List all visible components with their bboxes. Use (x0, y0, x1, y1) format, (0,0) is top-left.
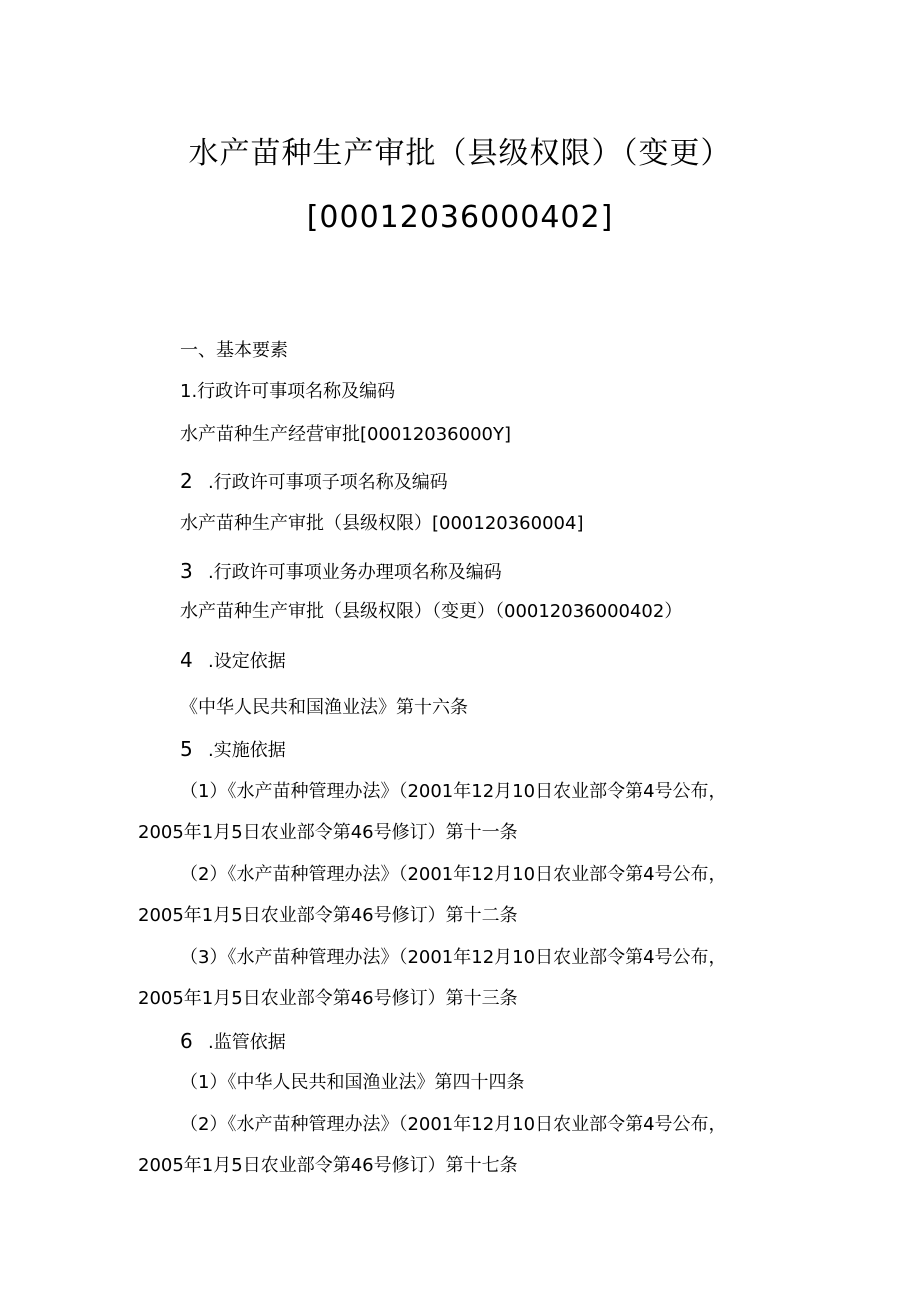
item-5-basis-1-line-2: 2005年1月5日农业部令第46号修订）第十一条 (138, 822, 518, 843)
item-4-label: .设定依据 (208, 651, 286, 672)
item-1-value: 水产苗种生产经营审批[00012036000Y] (180, 424, 512, 445)
item-5-basis-3-line-2: 2005年1月5日农业部令第46号修订）第十三条 (138, 988, 518, 1009)
item-1-heading: 1.行政许可事项名称及编码 (180, 381, 396, 402)
item-6-basis-2-line-2: 2005年1月5日农业部令第46号修订）第十七条 (138, 1155, 518, 1176)
item-6-number: 6 (180, 1029, 193, 1053)
item-3-label: .行政许可事项业务办理项名称及编码 (208, 562, 502, 583)
document-title: 水产苗种生产审批（县级权限）（变更） (188, 136, 732, 171)
item-6-label: .监管依据 (208, 1032, 286, 1053)
section-heading-basic-elements: 一、基本要素 (180, 340, 288, 361)
item-4-heading (180, 648, 286, 674)
item-6-basis-1: （1）《中华人民共和国渔业法》第四十四条 (180, 1072, 525, 1093)
item-4-value: 《中华人民共和国渔业法》第十六条 (180, 697, 468, 718)
item-5-heading (180, 737, 286, 763)
item-5-basis-3-line-1: （3）《水产苗种管理办法》（2001年12月10日农业部令第4号公布， (180, 947, 727, 968)
item-5-label: .实施依据 (208, 740, 286, 761)
item-4-number: 4 (180, 648, 193, 672)
item-5-basis-1-line-1: （1）《水产苗种管理办法》（2001年12月10日农业部令第4号公布， (180, 781, 727, 802)
item-5-basis-2-line-2: 2005年1月5日农业部令第46号修订）第十二条 (138, 905, 518, 926)
document-code: [00012036000402] (306, 200, 614, 235)
item-5-number: 5 (180, 737, 193, 761)
item-5-basis-2-line-1: （2）《水产苗种管理办法》（2001年12月10日农业部令第4号公布， (180, 864, 727, 885)
item-3-value: 水产苗种生产审批（县级权限）（变更）（00012036000402） (180, 601, 683, 622)
item-2-value: 水产苗种生产审批（县级权限）[000120360004] (180, 513, 584, 534)
item-2-heading (180, 469, 448, 495)
item-6-basis-2-line-1: （2）《水产苗种管理办法》（2001年12月10日农业部令第4号公布， (180, 1114, 727, 1135)
item-3-heading (180, 559, 502, 585)
item-2-number: 2 (180, 469, 193, 493)
item-2-label: .行政许可事项子项名称及编码 (208, 472, 448, 493)
item-6-heading (180, 1029, 286, 1055)
item-3-number: 3 (180, 559, 193, 583)
